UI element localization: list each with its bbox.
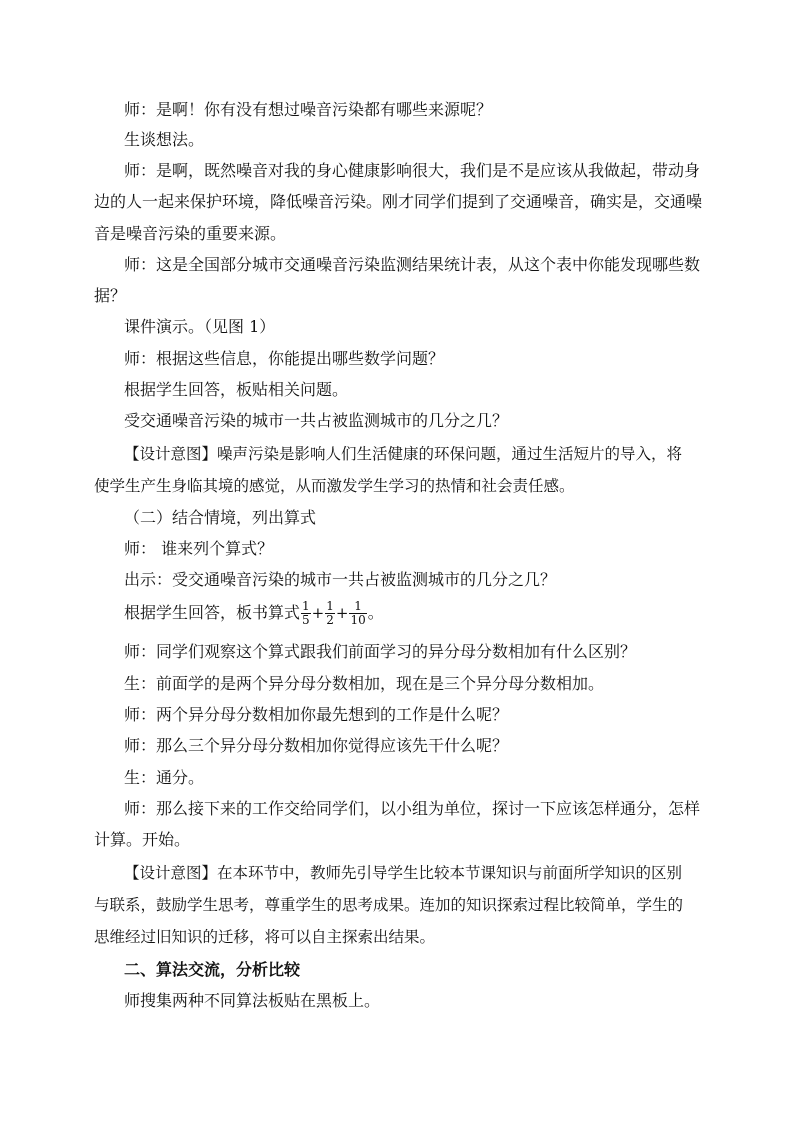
fraction-denominator: 2 xyxy=(326,613,334,627)
fraction-numerator: 1 xyxy=(302,599,310,613)
formula-prefix: 根据学生回答，板书算式 xyxy=(124,603,301,622)
section-heading: 二、算法交流，分析比较 xyxy=(124,960,301,979)
paragraph-line: 出示：受交通噪音污染的城市一共占被监测城市的几分之几？ xyxy=(124,570,557,589)
fraction xyxy=(301,600,311,627)
paragraph-line: 师搜集两种不同算法板贴在黑板上。 xyxy=(124,991,381,1010)
fraction-denominator: 5 xyxy=(302,613,310,627)
paragraph-line: 师：那么接下来的工作交给同学们，以小组为单位，探讨一下应该怎样通分，怎样 xyxy=(124,799,701,818)
fraction-numerator: 1 xyxy=(326,599,334,613)
paragraph-line: 师：同学们观察这个算式跟我们前面学习的异分母分数相加有什么区别？ xyxy=(124,642,637,661)
paragraph-line: 师：两个异分母分数相加你最先想到的工作是什么呢？ xyxy=(124,705,509,724)
fraction xyxy=(325,600,335,627)
paragraph-line: 师：是啊！你有没有想过噪音污染都有哪些来源呢？ xyxy=(124,100,493,119)
paragraph-line: 课件演示。（见图 1） xyxy=(124,317,276,336)
design-intent-line: 使学生产生身临其境的感觉，从而激发学生学习的热情和社会责任感。 xyxy=(94,477,575,495)
design-intent-line: 与联系，鼓励学生思考，尊重学生的思考成果。连加的知识探索过程比较简单，学生的 xyxy=(94,896,684,914)
design-intent-line: 【设计意图】噪声污染是影响人们生活健康的环保问题，通过生活短片的导入，将 xyxy=(124,445,683,463)
paragraph-line: 计算。开始。 xyxy=(94,830,191,849)
formula-end: 。 xyxy=(367,603,384,622)
paragraph-line: 根据学生回答，板贴相关问题。 xyxy=(124,380,349,399)
design-intent-line: 思维经过旧知识的迁移，将可以自主探索出结果。 xyxy=(94,928,436,946)
paragraph-line: 生谈想法。 xyxy=(124,130,205,149)
paragraph-line: 据？ xyxy=(94,286,127,305)
paragraph-line: 师：那么三个异分母分数相加你觉得应该先干什么呢？ xyxy=(124,736,509,755)
plus-sign: + xyxy=(311,604,325,622)
fraction-denominator: 10 xyxy=(350,613,366,627)
plus-sign: + xyxy=(335,604,349,622)
paragraph-line: 师：是啊，既然噪音对我的身心健康影响很大，我们是不是应该从我做起，带动身 xyxy=(124,161,701,180)
design-intent-line: 【设计意图】在本环节中，教师先引导学生比较本节课知识与前面所学知识的区别 xyxy=(124,864,683,882)
fraction xyxy=(349,600,366,627)
fraction-numerator: 1 xyxy=(349,600,366,614)
paragraph-line: 师： 谁来列个算式？ xyxy=(124,539,274,558)
paragraph-line: 边的人一起来保护环境，降低噪音污染。刚才同学们提到了交通噪音，确实是，交通噪 xyxy=(94,192,703,211)
formula-line xyxy=(124,598,744,628)
paragraph-line: 师：这是全国部分城市交通噪音污染监测结果统计表，从这个表中你能发现哪些数 xyxy=(124,255,701,274)
paragraph-line: 受交通噪音污染的城市一共占被监测城市的几分之几？ xyxy=(124,411,509,430)
paragraph-line: 生：通分。 xyxy=(124,768,205,787)
paragraph-line: 音是噪音污染的重要来源。 xyxy=(94,224,287,243)
paragraph-line: 师：根据这些信息，你能提出哪些数学问题？ xyxy=(124,349,445,368)
paragraph-line: 生：前面学的是两个异分母分数相加，现在是三个异分母分数相加。 xyxy=(124,674,605,693)
section-heading: （二）结合情境，列出算式 xyxy=(124,508,317,527)
